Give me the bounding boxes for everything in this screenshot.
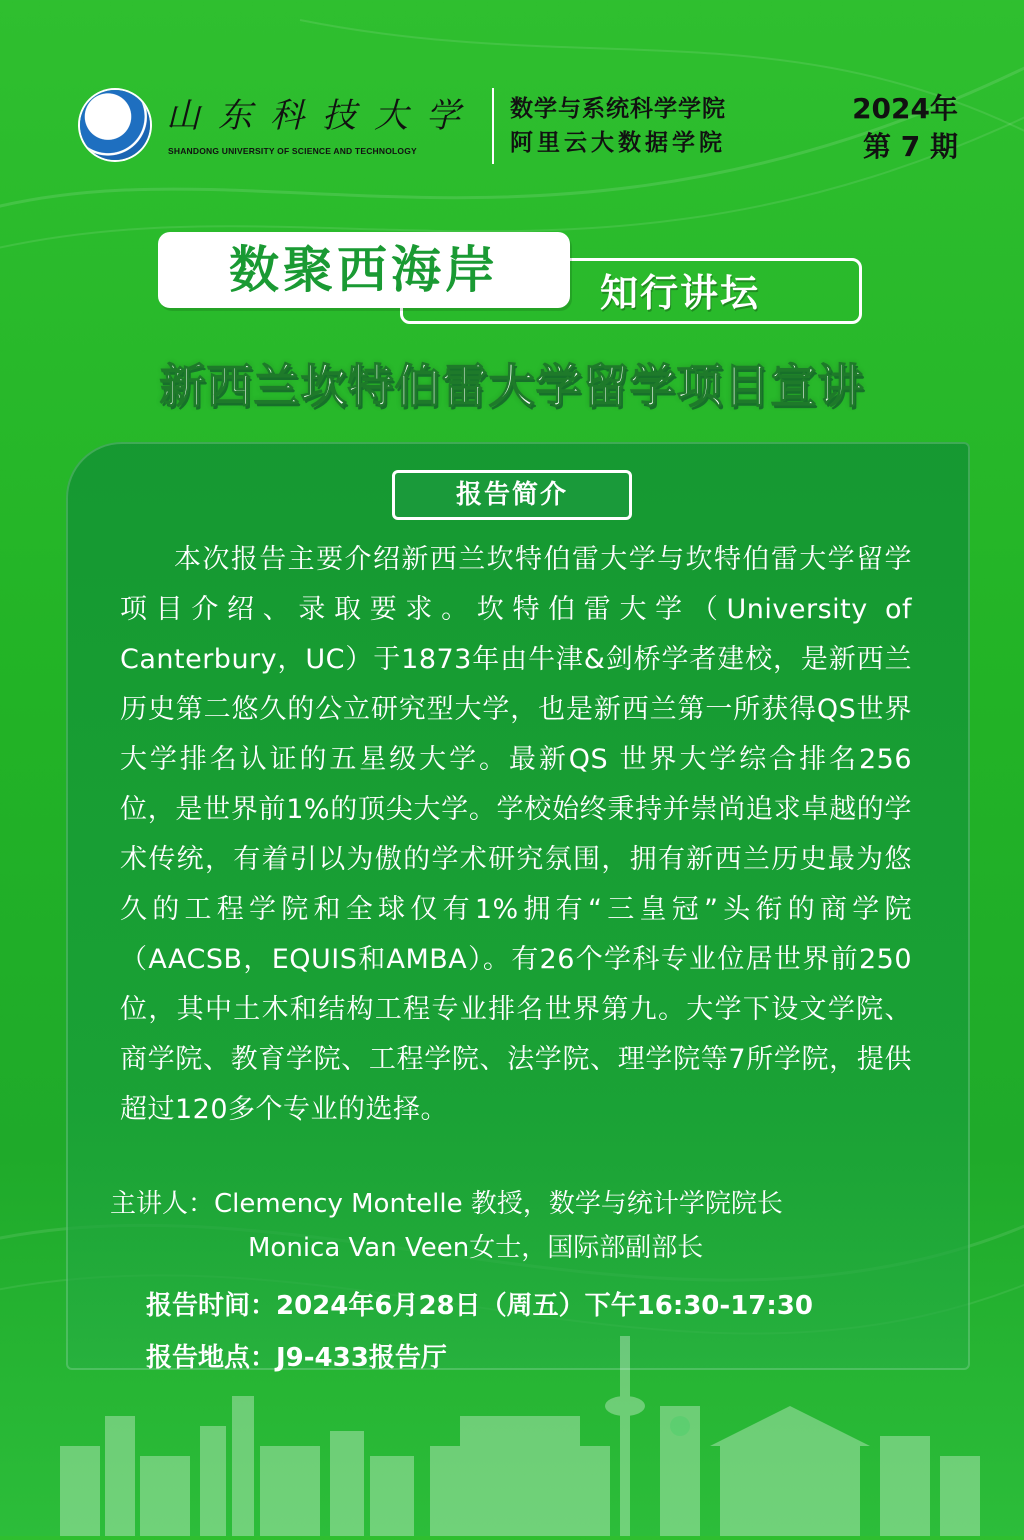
issue-number: 第 7 期 — [863, 130, 958, 163]
report-summary: 本次报告主要介绍新西兰坎特伯雷大学与坎特伯雷大学留学项目介绍、录取要求。坎特伯雷大学（University of Canterbury，UC）于1873年由牛津&剑桥学者建校，是新西兰历史第二悠久的公立研究型大学，也是新西兰第一所获得QS世界大学排名认证的五星级大学。最新QS 世界大学综合排名256 位，是世界前1%的顶尖大学。学校始终秉持并崇尚追求卓越的学术传统，有着引以为傲的学术研究氛围，拥有新西兰历史最为悠久的工程学院和全球仅有1%拥有“三皇冠”头衔的商学院（AACSB，EQUIS和AMBA）。有26个学科专业位居世界前250位，其中土木和结构工程专业排名世界第九。大学下设文学院、商学院、教育学院、工程学院、法学院、理学院等7所学院，提供超过120多个专业的选择。 — [120, 544, 912, 1125]
event-place: 报告地点：J9-433报告厅 — [146, 1343, 447, 1373]
university-logo-english: SHANDONG UNIVERSITY OF SCIENCE AND TECHNOLOGY — [168, 146, 417, 156]
page-title: 新西兰坎特伯雷大学留学项目宣讲 — [159, 359, 865, 413]
speaker-2: Monica Van Veen女士，国际部副部长 — [248, 1233, 704, 1263]
speakers — [110, 1182, 912, 1270]
section-label: 报告简介 — [392, 470, 632, 520]
city-skyline-illustration — [0, 1296, 1024, 1536]
school-name-math: 数学与系统科学学院 — [510, 96, 726, 122]
event-time: 报告时间：2024年6月28日（周五）下午16:30-17:30 — [146, 1291, 813, 1321]
speaker-1: 主讲人：Clemency Montelle 教授，数学与统计学院院长 — [110, 1189, 783, 1219]
issue-year: 2024年 — [852, 92, 958, 125]
school-names — [510, 92, 726, 160]
forum-banner-label: 知行讲坛 — [600, 271, 761, 315]
header — [78, 88, 958, 172]
series-banner: 数聚西海岸 — [158, 232, 570, 308]
issue-info — [852, 90, 958, 166]
university-seal-icon — [80, 90, 150, 160]
header-divider — [492, 88, 494, 164]
school-name-aliyun: 阿里云大数据学院 — [510, 130, 726, 156]
university-logo-script: 山东科技大学 — [166, 96, 478, 136]
